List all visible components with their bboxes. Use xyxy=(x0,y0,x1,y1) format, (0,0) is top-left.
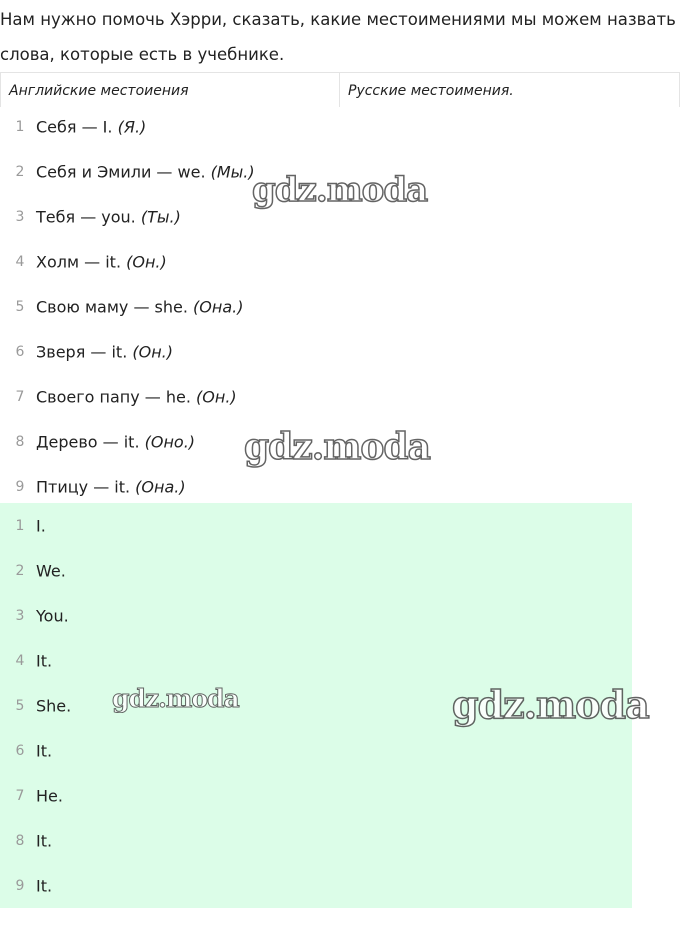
item-text: Свою маму — she. (Она.) xyxy=(36,297,244,316)
header-russian-pronouns: Русские местоимения. xyxy=(340,73,680,107)
item-text: She. xyxy=(36,696,72,715)
list-item xyxy=(0,239,632,284)
item-number: 2 xyxy=(15,562,25,579)
item-text: Тебя — you. (Ты.) xyxy=(36,207,181,226)
table-header xyxy=(0,72,680,107)
item-number: 4 xyxy=(15,253,25,270)
item-number: 8 xyxy=(15,433,25,450)
item-text: Птицу — it. (Она.) xyxy=(36,477,186,496)
item-number: 1 xyxy=(15,118,25,135)
item-text: Холм — it. (Он.) xyxy=(36,252,167,271)
watermark: gdz.moda xyxy=(252,170,428,210)
item-number: 9 xyxy=(15,877,25,894)
watermark: gdz.moda xyxy=(452,682,649,727)
item-text: I. xyxy=(36,516,46,535)
item-number: 3 xyxy=(15,208,25,225)
item-text: It. xyxy=(36,651,53,670)
item-text: He. xyxy=(36,786,63,805)
list-item xyxy=(0,863,632,908)
list-item xyxy=(0,503,632,548)
item-number: 2 xyxy=(15,163,25,180)
item-text: We. xyxy=(36,561,66,580)
item-number: 5 xyxy=(15,298,25,315)
item-number: 6 xyxy=(15,742,25,759)
item-text: It. xyxy=(36,741,53,760)
item-text: It. xyxy=(36,831,53,850)
item-text: You. xyxy=(36,606,69,625)
list-item xyxy=(0,329,632,374)
item-number: 9 xyxy=(15,478,25,495)
watermark: gdz.moda xyxy=(112,684,239,713)
item-number: 4 xyxy=(15,652,25,669)
item-number: 7 xyxy=(15,787,25,804)
list-item xyxy=(0,638,632,683)
item-number: 5 xyxy=(15,697,25,714)
list-item xyxy=(0,728,632,773)
item-number: 3 xyxy=(15,607,25,624)
list-item xyxy=(0,818,632,863)
task-intro: Нам нужно помочь Хэрри, сказать, какие местоимениями мы можем назвать слова, которые есть в учебнике. xyxy=(0,10,676,64)
item-text: It. xyxy=(36,876,53,895)
item-text: Своего папу — he. (Он.) xyxy=(36,387,237,406)
item-text: Себя и Эмили — we. (Мы.) xyxy=(36,162,255,181)
item-number: 7 xyxy=(15,388,25,405)
header-english-pronouns: Английские местоиения xyxy=(0,73,340,107)
item-number: 8 xyxy=(15,832,25,849)
list-item xyxy=(0,593,632,638)
item-number: 6 xyxy=(15,343,25,360)
list-item xyxy=(0,104,632,149)
item-text: Дерево — it. (Оно.) xyxy=(36,432,196,451)
list-item xyxy=(0,284,632,329)
item-text: Себя — I. (Я.) xyxy=(36,117,147,136)
list-item xyxy=(0,548,632,593)
watermark: gdz.moda xyxy=(244,426,430,468)
item-text: Зверя — it. (Он.) xyxy=(36,342,173,361)
list-item xyxy=(0,773,632,818)
item-number: 1 xyxy=(15,517,25,534)
list-item xyxy=(0,374,632,419)
